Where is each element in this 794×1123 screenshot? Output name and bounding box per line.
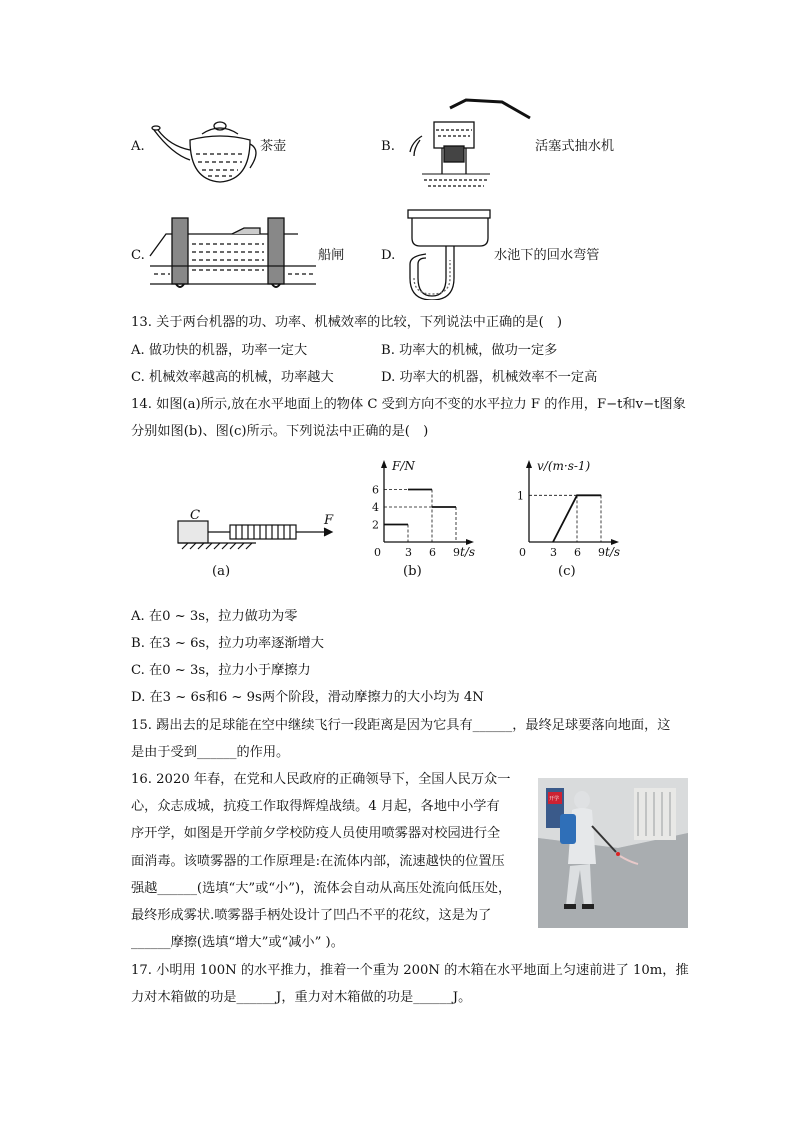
- piston-pump-drawing: [402, 96, 532, 192]
- x-tick-label: 0: [519, 546, 526, 559]
- q17-line2: 力对木箱做的功是______J，重力对木箱做的功是______J。: [131, 990, 472, 1005]
- q16-line4: 面消毒。该喷雾器的工作原理是:在流体内部，流速越快的位置压: [131, 854, 505, 869]
- y-axis-label: v/(m·s-1): [537, 459, 591, 473]
- data-point-0: [552, 541, 553, 542]
- figure-c-caption: (c): [558, 564, 576, 579]
- option-a-label: 茶壶: [260, 139, 287, 154]
- option-b-label: 活塞式抽水机: [535, 139, 615, 154]
- option-d-letter: D.: [381, 248, 396, 263]
- y-axis-arrow: [381, 460, 387, 468]
- q13-option-a: A. 做功快的机器，功率一定大: [131, 343, 308, 358]
- x-tick-label: 3: [405, 546, 412, 559]
- x-axis-label: t/s: [605, 545, 621, 559]
- y-tick-label: 2: [372, 518, 379, 532]
- x-tick-label: 3: [550, 546, 557, 559]
- q13-option-b: B. 功率大的机械，做功一定多: [381, 343, 558, 358]
- q16-line1: 16. 2020 年春，在党和人民政府的正确领导下，全国人民万众一: [131, 772, 511, 787]
- sprayer-photo: [538, 778, 688, 928]
- figure-c-chart: [503, 450, 633, 560]
- q14-stem-line2: 分别如图(b)、图(c)所示。下列说法中正确的是( ): [131, 424, 429, 439]
- photo-sign-text: 开学: [549, 796, 560, 802]
- figure-b-chart: [358, 450, 488, 560]
- figure-b-caption: (b): [403, 564, 422, 579]
- q14-stem-line1: 14. 如图(a)所示,放在水平地面上的物体 C 受到方向不变的水平拉力 F 的作用，F−t和v−t图象: [131, 397, 686, 412]
- q16-line3: 序开学，如图是开学前夕学校防疫人员使用喷雾器对校园进行全: [131, 826, 501, 841]
- q15-line1: 15. 踢出去的足球能在空中继续飞行一段距离是因为它具有______，最终足球要落向地面，这: [131, 718, 671, 733]
- y-axis-label: F/N: [392, 459, 415, 473]
- q17-line1: 17. 小明用 100N 的水平推力，推着一个重为 200N 的木箱在水平地面上匀速前进了 10m，推: [131, 963, 689, 978]
- sink-drain-drawing: [402, 208, 494, 300]
- q13-option-d: D. 功率大的机器，机械效率不一定高: [381, 370, 598, 385]
- q15-line2: 是由于受到______的作用。: [131, 745, 290, 760]
- q14-option-c: C. 在0 ~ 3s，拉力小于摩擦力: [131, 663, 311, 678]
- q16-line6: 最终形成雾状.喷雾器手柄处设计了凹凸不平的花纹，这是为了: [131, 908, 492, 923]
- y-tick-label: 6: [372, 483, 379, 497]
- option-a-letter: A.: [131, 139, 145, 154]
- q16-line2: 心，众志成城，抗疫工作取得辉煌战绩。4 月起，各地中小学有: [131, 799, 500, 814]
- option-c-letter: C.: [131, 248, 145, 263]
- y-tick-label: 4: [372, 501, 379, 514]
- option-d-label: 水池下的回水弯管: [494, 248, 600, 263]
- ship-lock-drawing: [148, 214, 318, 292]
- q14-option-d: D. 在3 ~ 6s和6 ~ 9s两个阶段，滑动摩擦力的大小均为 4N: [131, 690, 484, 705]
- option-b-letter: B.: [381, 139, 395, 154]
- x-tick-label: 0: [374, 546, 381, 559]
- x-axis-label: t/s: [460, 545, 476, 559]
- x-tick-label: 9: [598, 546, 605, 559]
- figure-a-block-label: C: [190, 508, 201, 523]
- teapot-drawing: [150, 110, 260, 188]
- q16-line5: 强越______(选填“大”或“小”)，流体会自动从高压处流向低压处，: [131, 881, 512, 896]
- figure-a-caption: (a): [212, 564, 231, 579]
- x-tick-label: 9: [453, 546, 460, 559]
- x-tick-label: 6: [429, 546, 436, 559]
- figure-a-force-label: F: [324, 513, 334, 528]
- x-tick-label: 6: [574, 546, 581, 559]
- q14-option-b: B. 在3 ~ 6s，拉力功率逐渐增大: [131, 636, 324, 651]
- q13-stem: 13. 关于两台机器的功、功率、机械效率的比较，下列说法中正确的是( ): [131, 315, 563, 330]
- option-c-label: 船闸: [318, 248, 345, 263]
- q13-option-c: C. 机械效率越高的机械，功率越大: [131, 370, 334, 385]
- q14-option-a: A. 在0 ~ 3s，拉力做功为零: [131, 609, 298, 624]
- y-axis-arrow: [526, 460, 532, 468]
- q16-line7: ______摩擦(选填“增大”或“减小” )。: [131, 935, 344, 950]
- y-tick-label: 1: [517, 489, 524, 503]
